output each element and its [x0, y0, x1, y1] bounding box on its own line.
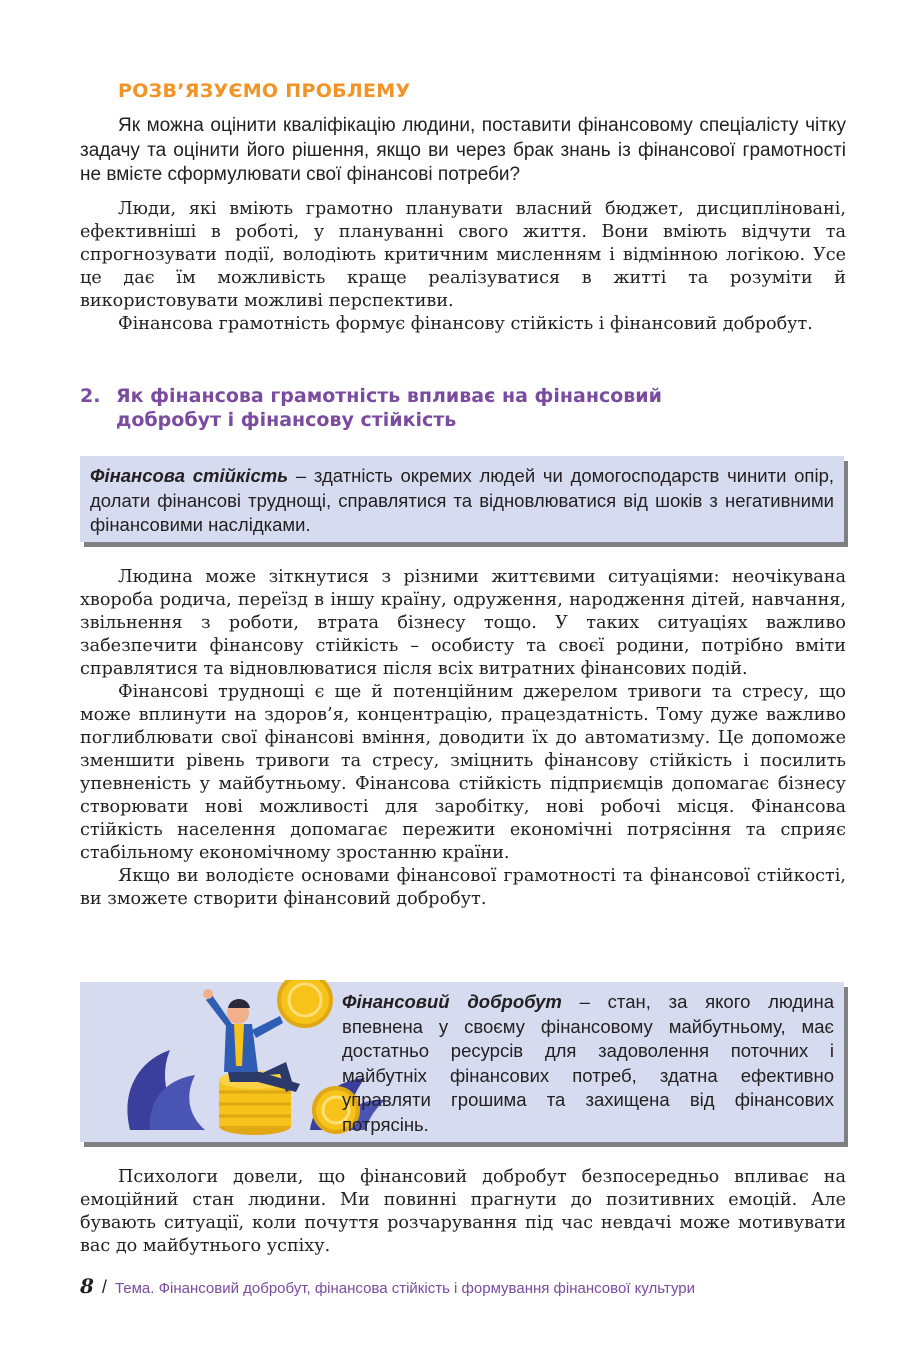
paragraph: Фінансові труднощі є ще й потенційним джерелом тривоги та стресу, що може вплинути на здоров’я, концентрацію, працездатність. Тому дуже важливо поглиблювати свої фінансові вміння, доводити їх до автоматизму. Це допоможе зменшити рівень тривоги та стресу, зміцнить фінансову стійкість і посилить упевненість у майбутньому. Фінансова стійкість підприємців допомагає бізнесу створювати нові можливості для заробітку, нові робочі місця. Фінансова стійкість населення допомагає пережити економічні потрясіння та сприяє стабільному економічному зростанню країни. [80, 682, 846, 863]
paragraph: Психологи довели, що фінансовий добробут безпосередньо впливає на емоційний стан людини. Ми повинні прагнути до позитивних емоцій. Але бувають ситуації, коли почуття розчарування під час невдачі може мотивувати вас до майбутнього успіху. [80, 1167, 846, 1256]
paragraph: Фінансова грамотність формує фінансову стійкість і фінансовий добробут. [118, 314, 813, 334]
footer-topic: Тема. Фінансовий добробут, фінансова стійкість і формування фінансової культури [114, 1280, 696, 1297]
footer-separator: / [101, 1277, 107, 1297]
section-heading [80, 384, 780, 432]
main-body [80, 566, 846, 911]
definition-box-financial-resilience [80, 456, 844, 542]
definition-text [342, 990, 834, 1137]
closing-body [80, 1166, 846, 1258]
definition-box-financial-wellbeing [80, 982, 844, 1142]
paragraph: Людина може зіткнутися з різними життєвими ситуаціями: неочікувана хвороба родича, переїзд в іншу країну, одруження, народження дітей, навчання, звільнення з роботи, втрата бізнесу тощо. У таких ситуаціях важливо забезпечити фінансову стійкість – особисту та своєї родини, потрібно вміти справлятися та відновлюватися після всіх витратних фінансових подій. [80, 567, 846, 679]
paragraph: Люди, які вміють грамотно планувати власний бюджет, дисципліновані, ефективніші в роботі, у плануванні свого життя. Вони вміють відчути та спрогнозувати події, володіють критичним мисленням і відмінною логікою. Усе це дає їм можливість краще реалізуватися в житті та розуміти й використовувати можливі перспективи. [80, 199, 846, 311]
coin-icon [279, 980, 331, 1026]
page-number: 8 [80, 1274, 94, 1298]
definition-body: – стан, за якого людина впевнена у своєму фінансовому майбутньому, має достатньо ресурсів для задоволення поточних і майбутніх фінансових потреб, здатна ефективно управляти грошима та захищена від фінансових потрясінь. [342, 991, 835, 1135]
definition-body: – здатність окремих людей чи домогосподарств чинити опір, долати фінансові труднощі, справлятися та відновлюватися від шоків з негативними фінансовими наслідками. [90, 465, 834, 535]
definition-term: Фінансова стійкість [90, 465, 289, 486]
heading-number: 2. [80, 385, 101, 407]
definition-term: Фінансовий добробут [342, 991, 562, 1012]
section-label: РОЗВ’ЯЗУЄМО ПРОБЛЕМУ [118, 80, 411, 102]
heading-line: добробут і фінансову стійкість [116, 409, 457, 431]
intro-question: Як можна оцінити кваліфікацію людини, поставити фінансовому спеціалісту чітку задачу та оцінити його рішення, якщо ви через брак знань із фінансової грамотності не вмієте сформулювати свої фінансові потреби? [80, 115, 846, 185]
paragraph: Якщо ви володієте основами фінансової грамотності та фінансової стійкості, ви зможете створити фінансовий добробут. [80, 866, 846, 909]
definition-text [90, 464, 834, 538]
intro-body [80, 198, 846, 336]
heading-line: Як фінансова грамотність впливає на фінансовий [116, 385, 662, 407]
page-footer [80, 1274, 695, 1298]
